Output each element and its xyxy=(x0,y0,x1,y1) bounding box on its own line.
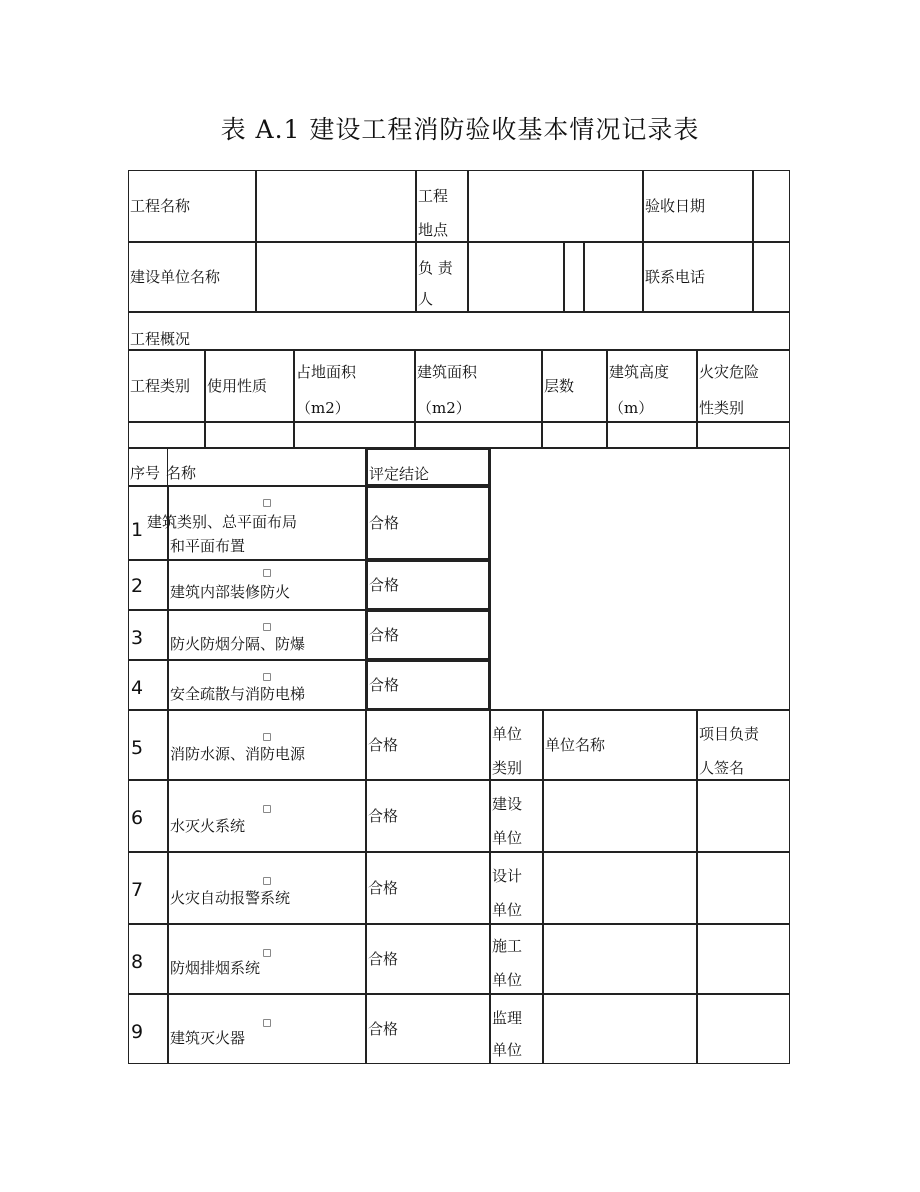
header-fire-hazard: 火灾危险 性类别 xyxy=(697,350,790,422)
table-row-4-result[interactable]: 合格 xyxy=(366,660,490,710)
table-row-7-result[interactable]: 合格 xyxy=(366,852,490,924)
label-person-in-charge: 负 责 人 xyxy=(416,242,468,312)
field-project-name[interactable] xyxy=(256,170,416,242)
label-builder-name: 建设单位名称 xyxy=(128,242,256,312)
blank-area xyxy=(490,448,790,710)
header-unit-name: 单位名称 xyxy=(543,710,697,780)
field-floors[interactable] xyxy=(542,422,607,448)
table-row-9-name: 建筑灭火器 xyxy=(168,994,366,1064)
field-signature-builder[interactable] xyxy=(697,780,790,852)
table-row-5-result[interactable]: 合格 xyxy=(366,710,490,780)
table-row-3-seq: 3 xyxy=(128,610,168,660)
placeholder-marker-icon xyxy=(263,499,271,507)
field-unit-name-supervision[interactable] xyxy=(543,994,697,1064)
header-seq: 序号 xyxy=(128,448,168,486)
table-row-6-result[interactable]: 合格 xyxy=(366,780,490,852)
field-unit-name-design[interactable] xyxy=(543,852,697,924)
placeholder-marker-icon xyxy=(263,569,271,577)
table-row-1-name: 建筑类别、总平面布局 和平面布置 xyxy=(168,486,366,560)
field-floor-area[interactable] xyxy=(415,422,542,448)
table-row-6-seq: 6 xyxy=(128,780,168,852)
unit-type-supervision: 监理 单位 xyxy=(490,994,543,1064)
field-fire-hazard[interactable] xyxy=(697,422,790,448)
field-phone[interactable] xyxy=(753,242,790,312)
placeholder-marker-icon xyxy=(263,673,271,681)
field-use[interactable] xyxy=(205,422,294,448)
unit-type-design: 设计 单位 xyxy=(490,852,543,924)
field-unit-name-construction[interactable] xyxy=(543,924,697,994)
placeholder-marker-icon xyxy=(263,949,271,957)
table-row-5-seq: 5 xyxy=(128,710,168,780)
header-conclusion: 评定结论 xyxy=(366,448,490,486)
label-project-location: 工程 地点 xyxy=(416,170,468,242)
header-use: 使用性质 xyxy=(205,350,294,422)
table-row-4-seq: 4 xyxy=(128,660,168,710)
table-row-7-name: 火灾自动报警系统 xyxy=(168,852,366,924)
header-unit-type: 单位 类别 xyxy=(490,710,543,780)
header-floors: 层数 xyxy=(542,350,607,422)
field-person-in-charge[interactable] xyxy=(468,242,564,312)
table-row-5-name: 消防水源、消防电源 xyxy=(168,710,366,780)
label-acceptance-date: 验收日期 xyxy=(643,170,753,242)
placeholder-marker-icon xyxy=(263,1019,271,1027)
header-item-name: 名称 xyxy=(168,448,366,486)
header-floor-area: 建筑面积 （m2） xyxy=(415,350,542,422)
header-project-type: 工程类别 xyxy=(128,350,205,422)
label-project-name: 工程名称 xyxy=(128,170,256,242)
table-row-8-name: 防烟排烟系统 xyxy=(168,924,366,994)
table-row-2-seq: 2 xyxy=(128,560,168,610)
field-land-area[interactable] xyxy=(294,422,415,448)
field-height[interactable] xyxy=(607,422,697,448)
field-signature-design[interactable] xyxy=(697,852,790,924)
field-signature-supervision[interactable] xyxy=(697,994,790,1064)
table-row-9-result[interactable]: 合格 xyxy=(366,994,490,1064)
field-builder-name[interactable] xyxy=(256,242,416,312)
field-signature-construction[interactable] xyxy=(697,924,790,994)
field-acceptance-date[interactable] xyxy=(753,170,790,242)
placeholder-marker-icon xyxy=(263,733,271,741)
placeholder-marker-icon xyxy=(263,805,271,813)
table-row-2-result[interactable]: 合格 xyxy=(366,560,490,610)
unit-type-construction: 施工 单位 xyxy=(490,924,543,994)
field-person-extra-2[interactable] xyxy=(584,242,643,312)
table-row-1-seq: 1 xyxy=(128,486,168,560)
table-row-6-name: 水灭火系统 xyxy=(168,780,366,852)
placeholder-marker-icon xyxy=(263,877,271,885)
table-row-4-name: 安全疏散与消防电梯 xyxy=(168,660,366,710)
table-row-1-result[interactable]: 合格 xyxy=(366,486,490,560)
table-row-7-seq: 7 xyxy=(128,852,168,924)
table-row-2-name: 建筑内部装修防火 xyxy=(168,560,366,610)
field-person-extra-1[interactable] xyxy=(564,242,584,312)
page-title: 表 A.1 建设工程消防验收基本情况记录表 xyxy=(220,115,700,144)
table-row-8-seq: 8 xyxy=(128,924,168,994)
table-row-8-result[interactable]: 合格 xyxy=(366,924,490,994)
unit-type-builder: 建设 单位 xyxy=(490,780,543,852)
header-signature: 项目负责 人签名 xyxy=(697,710,790,780)
field-project-type[interactable] xyxy=(128,422,205,448)
header-height: 建筑高度 （m） xyxy=(607,350,697,422)
table-row-9-seq: 9 xyxy=(128,994,168,1064)
section-overview: 工程概况 xyxy=(128,312,790,350)
placeholder-marker-icon xyxy=(263,623,271,631)
header-land-area: 占地面积 （m2） xyxy=(294,350,415,422)
table-row-3-result[interactable]: 合格 xyxy=(366,610,490,660)
table-row-3-name: 防火防烟分隔、防爆 xyxy=(168,610,366,660)
field-project-location[interactable] xyxy=(468,170,643,242)
label-phone: 联系电话 xyxy=(643,242,753,312)
field-unit-name-builder[interactable] xyxy=(543,780,697,852)
